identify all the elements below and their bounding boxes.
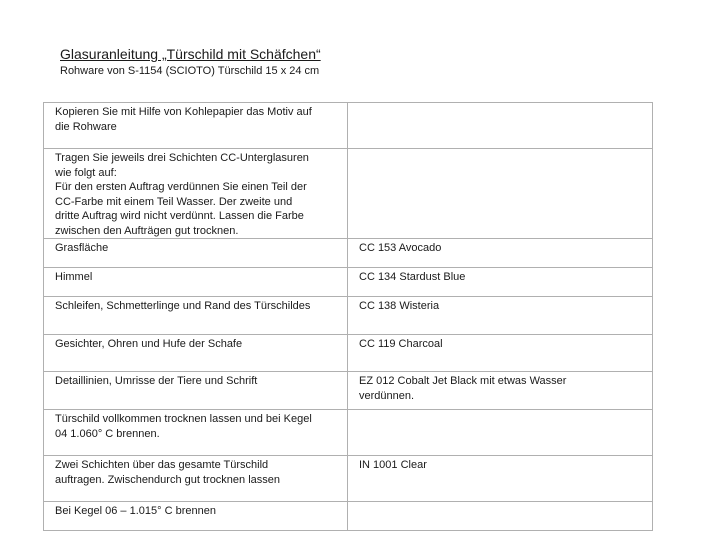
- step-cell: [44, 297, 348, 335]
- glaze-text: CC 119 Charcoal: [359, 338, 443, 350]
- step-cell: [44, 103, 348, 149]
- table-row: [44, 410, 653, 456]
- table-row: [44, 103, 653, 149]
- table-row: [44, 335, 653, 372]
- table-row: [44, 297, 653, 335]
- step-cell: [44, 410, 348, 456]
- glaze-cell: [348, 297, 653, 335]
- glaze-text: CC 138 Wisteria: [359, 300, 440, 312]
- glaze-cell: [348, 456, 653, 502]
- step-text: Grasfläche: [55, 242, 109, 254]
- glaze-cell: [348, 239, 653, 268]
- glaze-cell: [348, 268, 653, 297]
- glaze-cell: [348, 372, 653, 410]
- glaze-text: CC 153 Avocado: [359, 242, 442, 254]
- table-row: [44, 149, 653, 239]
- step-text: Schleifen, Schmetterlinge und Rand des Türschildes: [55, 300, 311, 312]
- glaze-cell: [348, 502, 653, 531]
- step-cell: [44, 239, 348, 268]
- glaze-cell: [348, 149, 653, 239]
- glaze-cell: [348, 335, 653, 372]
- glaze-text: IN 1001 Clear: [359, 459, 427, 471]
- glaze-cell: [348, 103, 653, 149]
- step-text: Zwei Schichten über das gesamte Türschild auftragen. Zwischendurch gut trocknen lassen: [55, 459, 281, 486]
- table-row: [44, 456, 653, 502]
- step-cell: [44, 372, 348, 410]
- step-cell: [44, 502, 348, 531]
- table-row: [44, 268, 653, 297]
- step-text: Tragen Sie jeweils drei Schichten CC-Unterglasuren wie folgt auf: Für den ersten Auftrag verdünnen Sie einen Teil der CC-Farbe mit einem Teil Wasser. Der zweite und dritte Auftrag wird nicht verdünnt. Lassen die Farbe zwischen den Aufträgen gut trocknen.: [55, 152, 309, 237]
- document-title: Glasuranleitung „Türschild mit Schäfchen“: [60, 46, 321, 62]
- step-cell: [44, 456, 348, 502]
- step-cell: [44, 268, 348, 297]
- glaze-text: CC 134 Stardust Blue: [359, 271, 466, 283]
- step-text: Detaillinien, Umrisse der Tiere und Schrift: [55, 375, 258, 387]
- step-text: Türschild vollkommen trocknen lassen und bei Kegel 04 1.060° C brennen.: [55, 413, 312, 440]
- step-text: Himmel: [55, 271, 93, 283]
- table-row: [44, 239, 653, 268]
- glaze-cell: [348, 410, 653, 456]
- glaze-text: EZ 012 Cobalt Jet Black mit etwas Wasser verdünnen.: [359, 375, 567, 402]
- step-text: Bei Kegel 06 – 1.015° C brennen: [55, 505, 216, 517]
- table-row: [44, 502, 653, 531]
- table-row: [44, 372, 653, 410]
- step-text: Kopieren Sie mit Hilfe von Kohlepapier das Motiv auf die Rohware: [55, 106, 312, 133]
- step-text: Gesichter, Ohren und Hufe der Schafe: [55, 338, 243, 350]
- step-cell: [44, 149, 348, 239]
- step-cell: [44, 335, 348, 372]
- glaze-instructions-table: [43, 102, 653, 531]
- document-subtitle: Rohware von S-1154 (SCIOTO) Türschild 15 x 24 cm: [60, 65, 320, 77]
